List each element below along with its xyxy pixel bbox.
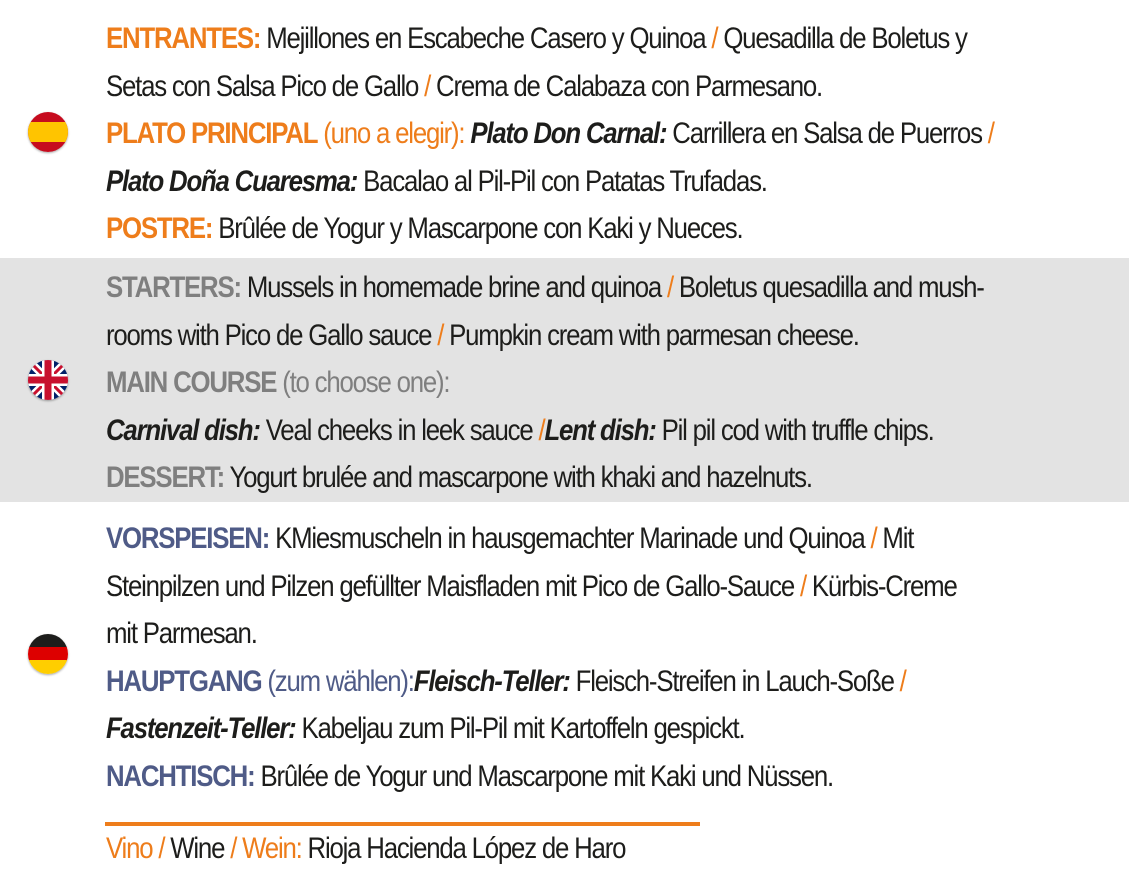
menu-line <box>106 658 1112 706</box>
dish-label: Fastenzeit-Teller: <box>106 712 296 745</box>
english-menu-section <box>0 258 1129 502</box>
menu-item: Kürbis-Creme <box>805 569 957 603</box>
separator: / <box>158 832 165 865</box>
wine-line <box>106 826 625 872</box>
menu-item: Setas con Salsa Pico de Gallo <box>106 69 425 103</box>
menu-line <box>106 610 1112 658</box>
menu-item: Steinpilzen und Pilzen gefüllter Maisfladen mit Pico de Gallo-Sauce <box>106 569 800 603</box>
separator: / <box>424 69 431 103</box>
dessert-label: DESSERT: <box>106 461 224 494</box>
menu-item: rooms with Pico de Gallo sauce <box>106 318 438 352</box>
starters-label: VORSPEISEN: <box>106 522 270 555</box>
dish-label: Plato Don Carnal: <box>470 117 667 150</box>
uk-flag-icon <box>28 360 68 400</box>
dish-label: Carnival dish: <box>106 413 260 447</box>
menu-line <box>106 705 1112 753</box>
menu-item: Carrillera en Salsa de Puerros <box>666 117 988 150</box>
wine-label-es: Vino <box>106 832 159 865</box>
separator: / <box>230 832 237 865</box>
menu-line <box>106 359 1112 407</box>
german-menu-section <box>0 502 1129 802</box>
english-menu-text <box>106 264 1112 502</box>
menu-item: Pumpkin cream with parmesan cheese. <box>443 318 859 352</box>
menu-item: Crema de Calabaza con Parmesano. <box>430 69 823 103</box>
wine-label-de: Wein: <box>236 832 302 865</box>
menu-item: Brûlée de Yogur und Mascarpone mit Kaki und Nüssen. <box>254 759 833 793</box>
main-course-label: PLATO PRINCIPAL <box>106 117 318 150</box>
menu-item: Pil pil cod with truffle chips. <box>655 413 934 447</box>
menu-item: Lent dish: <box>544 413 656 447</box>
spanish-menu-section <box>0 0 1129 258</box>
dish-label: Fleisch-Teller: <box>413 664 570 698</box>
menu-item: Mit <box>876 522 914 555</box>
menu-line <box>106 312 1112 360</box>
separator: / <box>870 522 877 555</box>
menu-line <box>106 205 1112 253</box>
main-course-note: (zum wählen): <box>261 664 414 698</box>
separator: / <box>437 318 444 352</box>
menu-item: Brûlée de Yogur y Mascarpone con Kaki y Nueces. <box>212 212 743 245</box>
menu-line <box>106 407 1112 455</box>
menu-item: Yogurt brulée and mascarpone with khaki and hazelnuts. <box>223 461 812 494</box>
menu-item: Mejillones en Escabeche Casero y Quinoa <box>260 22 712 55</box>
separator: / <box>538 413 545 447</box>
spain-flag-icon <box>28 112 68 152</box>
menu-item: Mussels in homemade brine and quinoa <box>240 271 667 304</box>
menu-line <box>106 158 1112 206</box>
dessert-label: NACHTISCH: <box>106 759 255 793</box>
menu-item: Bacalao al Pil-Pil con Patatas Trufadas. <box>357 164 767 198</box>
main-course-label: HAUPTGANG <box>106 664 262 698</box>
starters-label: ENTRANTES: <box>106 22 261 55</box>
separator: / <box>899 664 906 698</box>
main-course-note: (to choose one): <box>276 366 450 399</box>
main-course-label: MAIN COURSE <box>106 366 277 399</box>
menu-item: mit Parmesan. <box>106 617 257 650</box>
menu-line <box>106 264 1112 312</box>
separator: / <box>799 569 806 603</box>
menu-item: KMiesmuscheln in hausgemachter Marinade und Quinoa <box>269 522 871 555</box>
dish-label: Plato Doña Cuaresma: <box>106 164 358 198</box>
spanish-menu-text <box>106 15 1112 253</box>
german-menu-text <box>106 515 1112 800</box>
separator: / <box>666 271 673 304</box>
menu-item: Veal cheeks in leek sauce <box>259 413 539 447</box>
main-course-note: (uno a elegir): <box>317 117 471 150</box>
menu-line <box>106 15 1112 63</box>
menu-item: Kabeljau zum Pil-Pil mit Kartoffeln gespickt. <box>295 712 745 745</box>
separator: / <box>987 117 994 150</box>
wine-label-en: Wine <box>164 832 231 865</box>
germany-flag-icon <box>28 634 68 674</box>
menu-item: Fleisch-Streifen in Lauch-Soße <box>569 664 900 698</box>
menu-line <box>106 63 1112 111</box>
menu-item: Boletus quesadilla and mush- <box>672 271 984 304</box>
dessert-label: POSTRE: <box>106 212 213 245</box>
menu-line <box>106 110 1112 158</box>
menu-line <box>106 563 1112 611</box>
menu-line <box>106 454 1112 502</box>
wine-value: Rioja Hacienda López de Haro <box>301 832 626 865</box>
separator: / <box>711 22 718 55</box>
starters-label: STARTERS: <box>106 271 241 304</box>
menu-line <box>106 515 1112 563</box>
menu-line <box>106 753 1112 801</box>
menu-item: Quesadilla de Boletus y <box>717 22 967 55</box>
